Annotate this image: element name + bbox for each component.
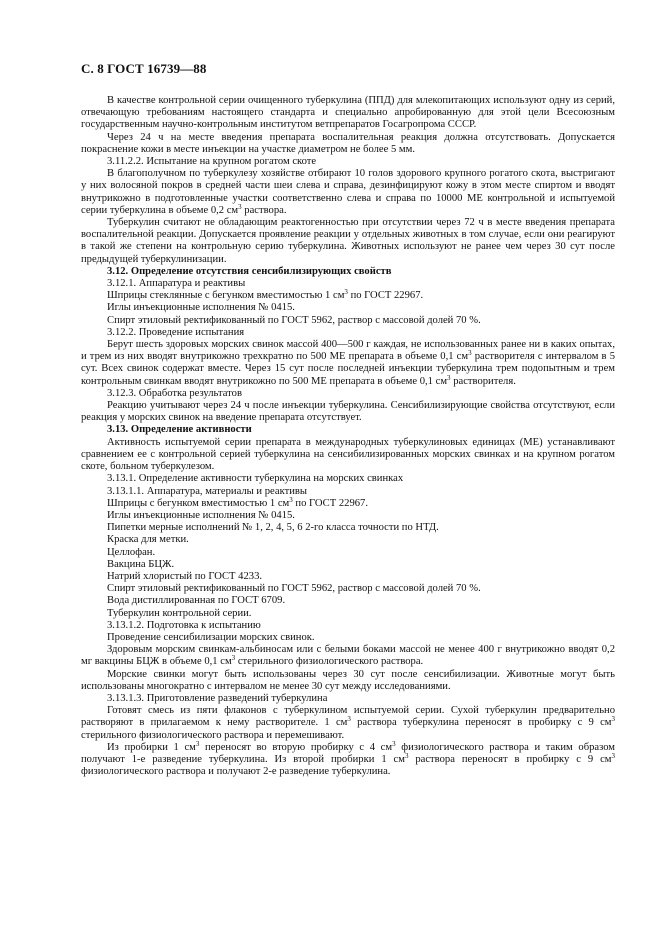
paragraph: Здоровым морским свинкам-альбиносам или с белыми боками массой не менее 400 г внутрикожно вводят 0,2 мг вакцины БЦЖ в объеме 0,1 $см^3$ стерильного физиологического раствора. bbox=[81, 644, 615, 668]
paragraph: Готовят смесь из пяти флаконов с туберкулином испытуемой серии. Сухой туберкулин предварительно растворяют в прилагаемом к нему растворителе. 1 $см^3$ раствора туберкулина переносят в пробирку с 9 $см^3$ стерильного физиологического раствора и перемешивают. bbox=[81, 705, 615, 741]
paragraph: В качестве контрольной серии очищенного туберкулина (ППД) для млекопитающих используют одну из серий, отвечающую требованиям настоящего стандарта и специально апробированную для этой цели Всесоюзным государственным научно-контрольным институтом ветпрепаратов Госагропрома СССР. bbox=[81, 95, 615, 131]
document-body bbox=[81, 95, 615, 778]
paragraph: Туберкулин считают не обладающим реактогенностью при отсутствии через 72 ч в месте введения препарата воспалительной реакции. Допускается проявление реакции у отдельных животных в том случае, если они реагируют в такой же степени на контрольную серию туберкулина. Животных используют не ранее чем через 30 сут после предыдущей туберкулинизации. bbox=[81, 217, 615, 265]
paragraph: Активность испытуемой серии препарата в международных туберкулиновых единицах (МЕ) устанавливают сравнением ее с контрольной серией туберкулина на сенсибилизированных морских свинках и на крупном рогатом скоте, больном туберкулезом. bbox=[81, 436, 615, 473]
section-heading: 3.12. Определение отсутствия сенсибилизирующих свойств bbox=[107, 265, 392, 277]
list-item: Натрий хлористый по ГОСТ 4233. bbox=[107, 570, 263, 582]
list-item: Иглы инъекционные исполнения № 0415. bbox=[107, 509, 295, 521]
paragraph: Из пробирки 1 $см^3$ переносят во вторую пробирку с 4 $см^3$ физиологического раствора и таким образом получают 1-е разведение туберкулина. Из второй пробирки 1 $см^3$ раствора переносят в пробирку с 9 $см^3$ физиологического раствора и получают 2-е разведение туберкулина. bbox=[81, 739, 616, 778]
list-item: Краска для метки. bbox=[107, 534, 189, 546]
paragraph: Берут шесть здоровых морских свинок массой 400—500 г каждая, не использованных ранее ни в каких опытах, и трем из них вводят внутрикожно трехкратно по 500 МЕ препарата в объеме 0,1 $см^3$ растворителя с интервалом в 5 сут. Всех свинок содержат вместе. Через 15 сут после последней инъекции туберкулина трем подопытным и трем контрольным свинкам вводят внутрикожно по 500 МЕ препарата в объеме 0,1 $см^3$ растворителя. bbox=[81, 339, 615, 387]
paragraph: Проведение сенсибилизации морских свинок. bbox=[107, 631, 315, 643]
paragraph: Через 24 ч на месте введения препарата воспалительная реакция должна отсутствовать. Допускается покраснение кожи в месте инъекции на участке диаметром не более 5 мм. bbox=[81, 131, 615, 155]
list-item: Целлофан. bbox=[107, 546, 156, 558]
list-item: Иглы инъекционные исполнения № 0415. bbox=[107, 302, 295, 314]
list-item: Пипетки мерные исполнений № 1, 2, 4, 5, 6 2-го класса точности по НТД. bbox=[107, 522, 439, 534]
section-heading: 3.13. Определение активности bbox=[107, 424, 252, 436]
page-header: С. 8 ГОСТ 16739—88 bbox=[81, 61, 207, 76]
paragraph: Морские свинки могут быть использованы через 30 сут после сенсибилизации. Животные могут быть использованы многократно с интервалом не менее 30 сут между исследованиями. bbox=[81, 668, 615, 692]
list-item: Спирт этиловый ректификованный по ГОСТ 5962, раствор с массовой долей 70 %. bbox=[107, 583, 481, 595]
paragraph: Реакцию учитывают через 24 ч после инъекции туберкулина. Сенсибилизирующие свойства отсутствуют, если реакция у морских свинок на введение препарата отсутствует. bbox=[81, 400, 615, 424]
subsection-heading: 3.13.1.1. Аппаратура, материалы и реактивы bbox=[107, 485, 308, 497]
subsection-heading: 3.13.1.3. Приготовление разведений туберкулина bbox=[107, 692, 328, 704]
list-item: Шприцы с бегунком вместимостью 1 $см^3$ по ГОСТ 22967. bbox=[107, 495, 368, 509]
list-item: Спирт этиловый ректификованный по ГОСТ 5962, раствор с массовой долей 70 %. bbox=[107, 314, 481, 326]
list-item: Туберкулин контрольной серии. bbox=[107, 607, 252, 619]
subsection-heading: 3.12.2. Проведение испытания bbox=[107, 326, 245, 338]
paragraph: В благополучном по туберкулезу хозяйстве отбирают 10 голов здорового крупного рогатого скота, выстригают у них волосяной покров в средней части шеи слева и справа, дезинфицируют кожу в этом месте спиртом и вводят внутрикожно в подготовленные участки соответственно слева и справа по 10000 МЕ контрольной и испытуемой серии туберкулина в объеме 0,2 $см^3$ раствора. bbox=[81, 168, 615, 216]
subsection-heading: 3.12.1. Аппаратура и реактивы bbox=[107, 278, 246, 290]
list-item: Шприцы стеклянные с бегунком вместимостью 1 $см^3$ по ГОСТ 22967. bbox=[107, 288, 424, 302]
subsection-heading: 3.11.2.2. Испытание на крупном рогатом скоте bbox=[107, 156, 317, 168]
list-item: Вода дистиллированная по ГОСТ 6709. bbox=[107, 595, 286, 607]
subsection-heading: 3.13.1. Определение активности туберкулина на морских свинках bbox=[107, 473, 404, 485]
subsection-heading: 3.12.3. Обработка результатов bbox=[107, 387, 242, 399]
list-item: Вакцина БЦЖ. bbox=[107, 558, 175, 570]
subsection-heading: 3.13.1.2. Подготовка к испытанию bbox=[107, 619, 261, 631]
